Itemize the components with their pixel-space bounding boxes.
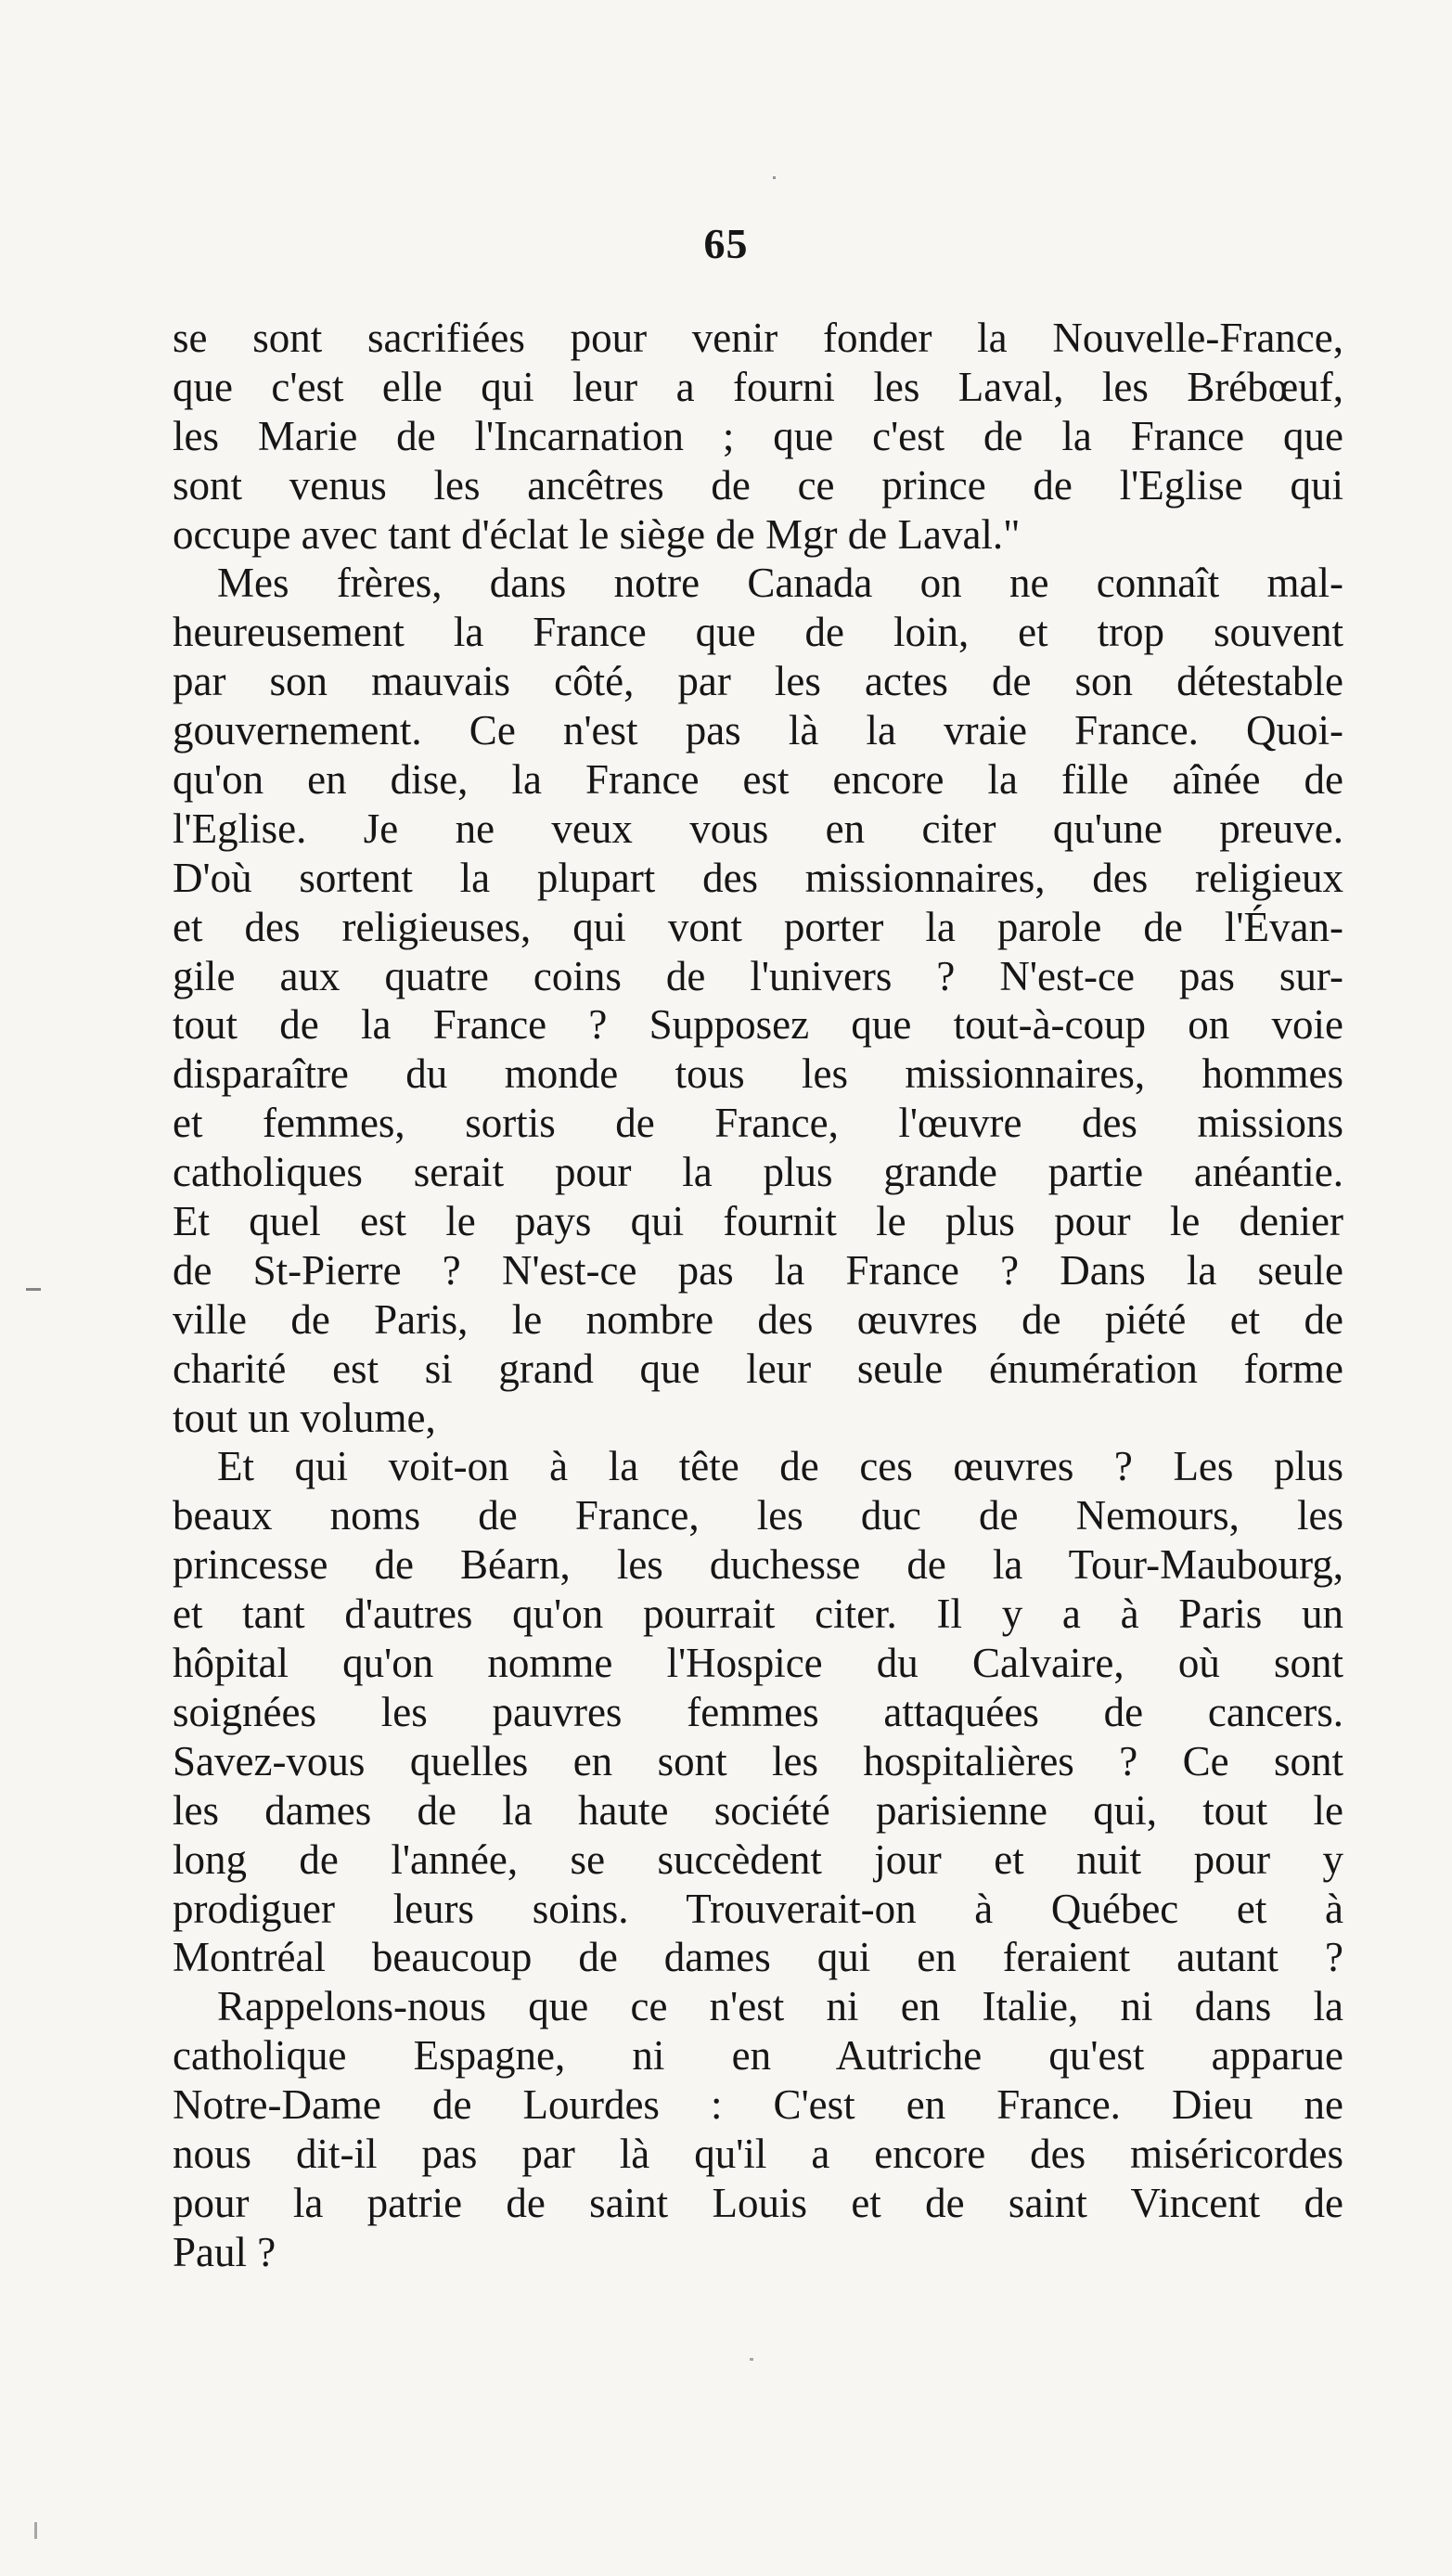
- text-line: Mes frères, dans notre Canada on ne connaît mal-: [217, 560, 1343, 607]
- text-line: Rappelons-nous que ce n'est ni en Italie, ni dans la: [217, 1983, 1343, 2030]
- text-line: D'où sortent la plupart des missionnaires, des religieux: [173, 854, 1343, 901]
- text-line: les dames de la haute société parisienne qui, tout le: [173, 1786, 1343, 1834]
- text-line: pour la patrie de saint Louis et de saint Vincent de: [173, 2179, 1343, 2226]
- text-line: nous dit-il pas par là qu'il a encore des miséricordes: [173, 2130, 1343, 2177]
- text-line: Notre-Dame de Lourdes : C'est en France. Dieu ne: [173, 2081, 1343, 2129]
- scan-speck: [26, 1288, 41, 1291]
- text-line: les Marie de l'Incarnation ; que c'est de la France que: [173, 412, 1343, 459]
- text-line: tout un volume,: [173, 1394, 436, 1441]
- text-line: catholiques serait pour la plus grande partie anéantie.: [173, 1149, 1343, 1196]
- text-line: charité est si grand que leur seule énumération forme: [173, 1345, 1343, 1392]
- text-line: par son mauvais côté, par les actes de son détestable: [173, 658, 1343, 705]
- text-line: de St-Pierre ? N'est-ce pas la France ? Dans la seule: [173, 1246, 1343, 1294]
- text-line: occupe avec tant d'éclat le siège de Mgr de Laval.": [173, 510, 1021, 558]
- text-line: Paul ?: [173, 2228, 276, 2275]
- scan-speck: [773, 176, 776, 179]
- text-line: se sont sacrifiées pour venir fonder la Nouvelle-France,: [173, 315, 1343, 361]
- text-line: beaux noms de France, les duc de Nemours, les: [173, 1492, 1343, 1539]
- text-line: princesse de Béarn, les duchesse de la Tour-Maubourg,: [173, 1541, 1343, 1589]
- text-line: qu'on en dise, la France est encore la fille aînée de: [173, 756, 1343, 804]
- text-line: heureusement la France que de loin, et trop souvent: [173, 609, 1343, 656]
- scan-speck: [750, 2358, 753, 2361]
- text-line: disparaître du monde tous les missionnaires, hommes: [173, 1050, 1343, 1098]
- text-line: gouvernement. Ce n'est pas là la vraie France. Quoi-: [173, 707, 1343, 754]
- text-line: Savez-vous quelles en sont les hospitalières ? Ce sont: [173, 1737, 1343, 1784]
- text-line: et des religieuses, qui vont porter la parole de l'Évan-: [173, 903, 1343, 950]
- page-number: 65: [703, 220, 749, 267]
- text-line: que c'est elle qui leur a fourni les Laval, les Brébœuf,: [173, 363, 1343, 410]
- text-line: ville de Paris, le nombre des œuvres de piété et de: [173, 1295, 1343, 1343]
- paragraph: [173, 1442, 1343, 1982]
- text-line: soignées les pauvres femmes attaquées de cancers.: [173, 1688, 1343, 1735]
- paragraph: [173, 1982, 1343, 2276]
- text-line: et tant d'autres qu'on pourrait citer. Il y a à Paris un: [173, 1591, 1343, 1638]
- text-line: prodiguer leurs soins. Trouverait-on à Québec et à: [173, 1885, 1343, 1932]
- text-line: Et qui voit-on à la tête de ces œuvres ? Les plus: [217, 1443, 1343, 1490]
- text-line: et femmes, sortis de France, l'œuvre des missions: [173, 1100, 1343, 1147]
- scan-speck: [34, 2522, 37, 2539]
- body-text: [173, 314, 1343, 2277]
- text-line: gile aux quatre coins de l'univers ? N'est-ce pas sur-: [173, 952, 1343, 999]
- paragraph: [173, 559, 1343, 1442]
- text-line: Montréal beaucoup de dames qui en feraient autant ?: [173, 1934, 1343, 1981]
- text-line: catholique Espagne, ni en Autriche qu'est apparue: [173, 2032, 1343, 2080]
- text-line: tout de la France ? Supposez que tout-à-coup on voie: [173, 1001, 1343, 1049]
- text-line: sont venus les ancêtres de ce prince de l'Eglise qui: [173, 461, 1343, 509]
- text-line: hôpital qu'on nomme l'Hospice du Calvaire, où sont: [173, 1640, 1343, 1687]
- paragraph: [173, 314, 1343, 559]
- text-line: Et quel est le pays qui fournit le plus pour le denier: [173, 1198, 1343, 1245]
- text-line: long de l'année, se succèdent jour et nuit pour y: [173, 1835, 1343, 1883]
- text-line: l'Eglise. Je ne veux vous en citer qu'une preuve.: [173, 805, 1343, 852]
